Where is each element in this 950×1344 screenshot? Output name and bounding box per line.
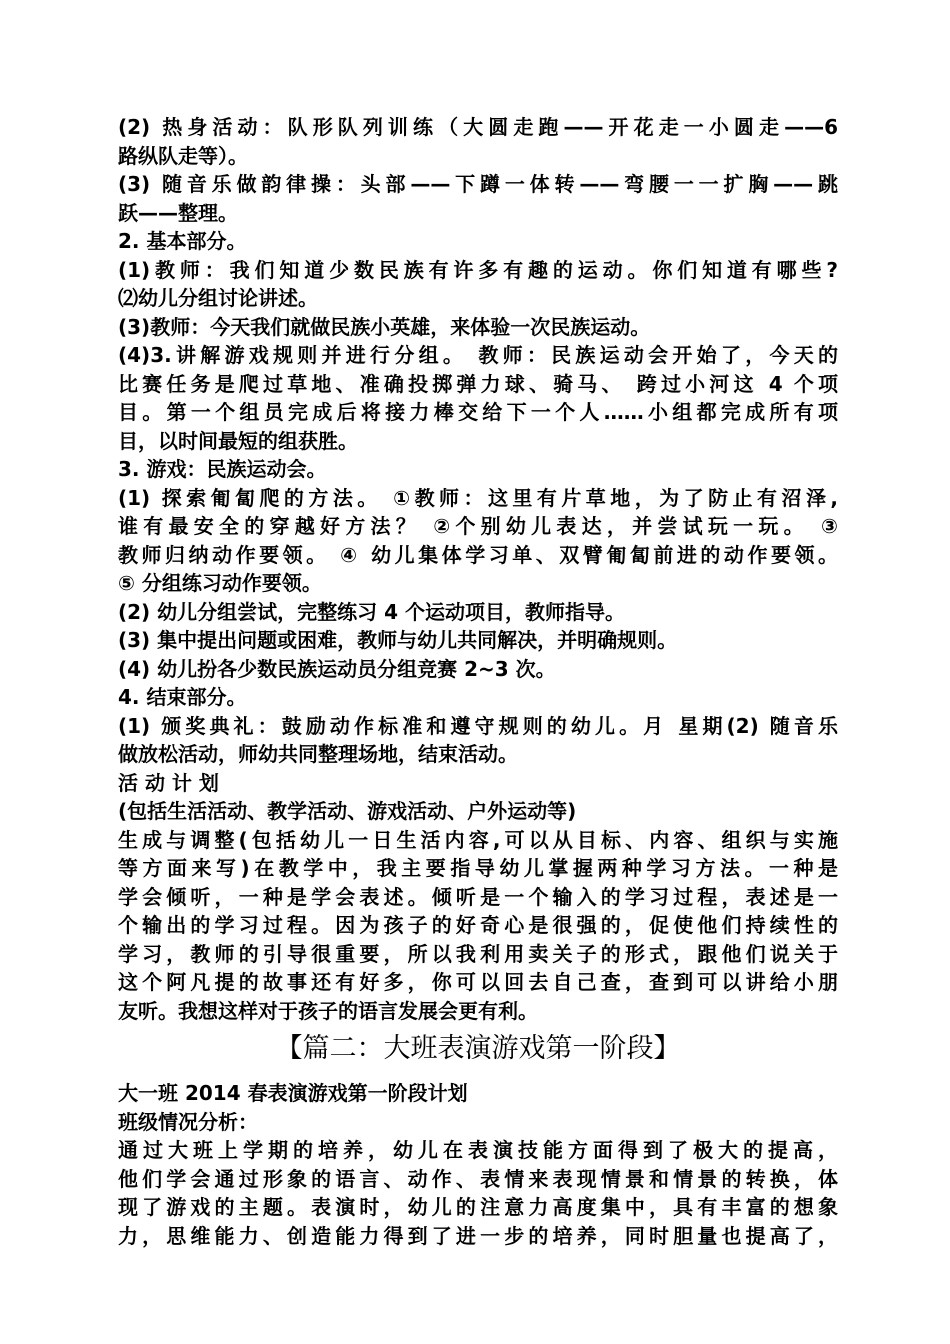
activity-plan-heading: 活 动 计 划 xyxy=(118,770,219,795)
section-heading: 4. 结束部分。 xyxy=(118,685,247,709)
text-line: (2) 幼儿分组尝试，完整练习 4 个运动项目，教师指导。 xyxy=(118,599,626,624)
text-line: (1) 探索匍匐爬的方法。 ①教师：这里有片草地，为了防止有沼泽, xyxy=(118,485,838,510)
plan-title: 大一班 2014 春表演游戏第一阶段计划 xyxy=(118,1081,468,1105)
text-line: 等方面来写)在教学中，我主要指导幼儿掌握两种学习方法。一种是 xyxy=(118,856,838,880)
text-line: 他们学会通过形象的语言、动作、表情来表现情景和情景的转换，体 xyxy=(118,1166,838,1191)
text-line: 目，以时间最短的组获胜。 xyxy=(118,428,358,453)
text-line: 友听。我想这样对于孩子的语言发展会更有利。 xyxy=(118,998,538,1023)
text-line: 跃——整理。 xyxy=(118,200,238,225)
text-line: ⑤ 分组练习动作要领。 xyxy=(118,571,322,595)
text-line: 学会倾听，一种是学会表述。倾听是一个输入的学习过程，表述是一 xyxy=(118,884,838,909)
text-line: 学习，教师的引导很重要，所以我利用卖关子的形式，跟他们说关于 xyxy=(118,941,838,966)
text-line: (1)教师：我们知道少数民族有许多有趣的运动。你们知道有哪些? xyxy=(118,257,838,282)
text-line: (4)3.讲解游戏规则并进行分组。 教师：民族运动会开始了，今天的 xyxy=(118,343,838,367)
text-line: 谁有最安全的穿越好方法？ ②个别幼儿表达，并尝试玩一玩。 ③ xyxy=(118,514,838,538)
text-line: 个输出的学习过程。因为孩子的好奇心是很强的，促使他们持续性的 xyxy=(118,913,838,937)
text-line: 做放松活动，师幼共同整理场地，结束活动。 xyxy=(118,742,518,766)
text-line: 比赛任务是爬过草地、准确投掷弹力球、骑马、 跨过小河这 4 个项 xyxy=(118,371,838,396)
text-line: (4) 幼儿扮各少数民族运动员分组竞赛 2~3 次。 xyxy=(118,656,556,681)
text-line: 目。第一个组员完成后将接力棒交给下一个人……小组都完成所有项 xyxy=(118,400,838,424)
text-line: 通过大班上学期的培养，幼儿在表演技能方面得到了极大的提高， xyxy=(118,1138,838,1162)
text-line: 现了游戏的主题。表演时，幼儿的注意力高度集中，具有丰富的想象 xyxy=(118,1195,838,1219)
activity-plan-subheading: (包括生活活动、教学活动、游戏活动、户外运动等) xyxy=(118,799,577,823)
text-line: (3) 随音乐做韵律操：头部——下蹲一体转——弯腰一一扩胸——跳 xyxy=(118,172,838,196)
class-analysis-heading: 班级情况分析： xyxy=(118,1109,258,1134)
section-title: 【篇二：大班表演游戏第一阶段】 xyxy=(275,1033,681,1064)
text-line: (1) 颁奖典礼：鼓励动作标准和遵守规则的幼儿。月 星期(2) 随音乐 xyxy=(118,713,838,738)
text-line: (3)教师：今天我们就做民族小英雄，来体验一次民族运动。 xyxy=(118,314,651,339)
text-line: 路纵队走等）。 xyxy=(118,143,248,168)
text-line: (3) 集中提出问题或困难，教师与幼儿共同解决，并明确规则。 xyxy=(118,628,678,652)
section-heading: 3. 游戏：民族运动会。 xyxy=(118,457,327,481)
text-line: (2) 热身活动：队形队列训练（大圆走跑——开花走一小圆走——6 xyxy=(118,115,838,139)
text-line: 这个阿凡提的故事还有好多，你可以回去自己查，查到可以讲给小朋 xyxy=(118,970,838,994)
text-line: 力，思维能力、创造能力得到了进一步的培养，同时胆量也提高了， xyxy=(118,1223,838,1248)
text-line: ⑵幼儿分组讨论讲述。 xyxy=(118,286,318,310)
text-line: 生成与调整(包括幼儿一日生活内容,可以从目标、内容、组织与实施 xyxy=(118,827,838,852)
document-body xyxy=(118,113,838,1250)
text-line: 教师归纳动作要领。 ④ 幼儿集体学习单、双臂匍匐前进的动作要领。 xyxy=(118,542,838,567)
section-heading: 2. 基本部分。 xyxy=(118,229,247,253)
